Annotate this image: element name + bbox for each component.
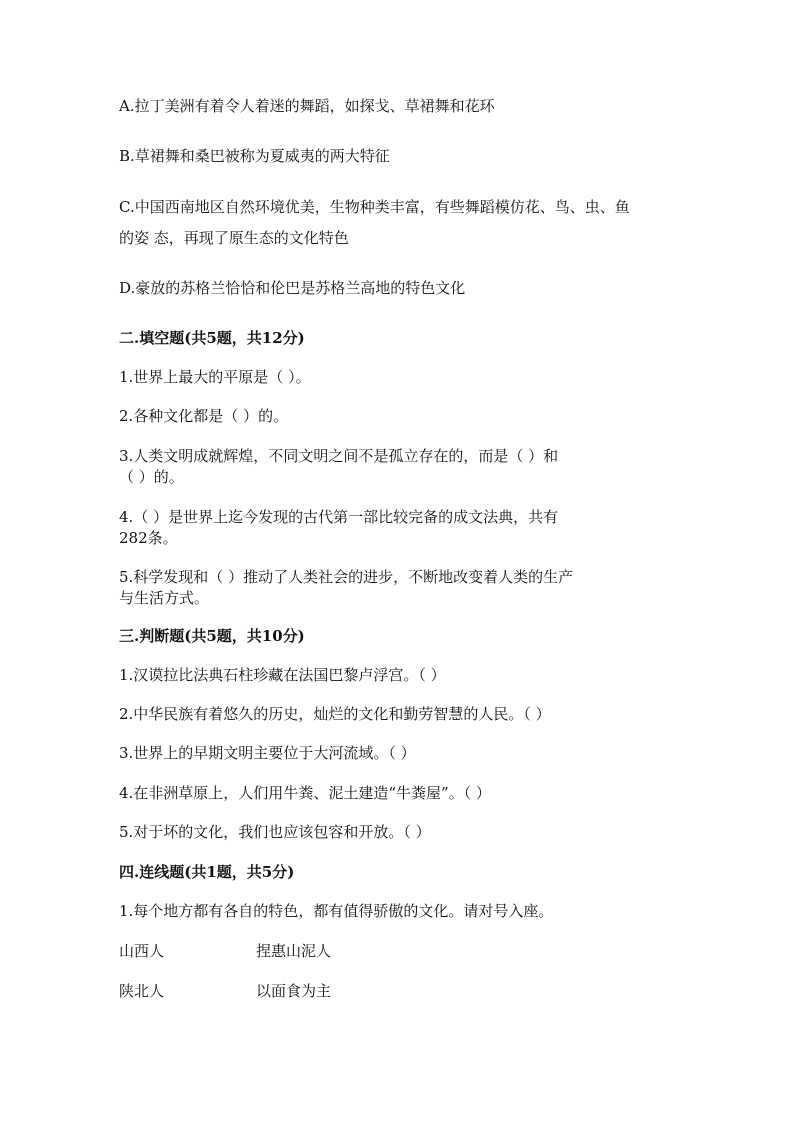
fill-question-3-line1: 3.人类文明成就辉煌，不同文明之间不是孤立存在的，而是（ ）和: [119, 447, 559, 465]
section-2-heading: 二.填空题(共5题，共12分): [119, 329, 305, 347]
match-right-item: 捏惠山泥人: [256, 942, 332, 960]
option-a: A.拉丁美洲有着令人着迷的舞蹈，如探戈、草裙舞和花环: [119, 97, 495, 115]
judge-question-4: 4.在非洲草原上，人们用牛粪、泥土建造“牛粪屋”。（ ）: [119, 784, 491, 802]
judge-question-3: 3.世界上的早期文明主要位于大河流域。（ ）: [119, 744, 416, 762]
section-4-heading: 四.连线题(共1题，共5分): [119, 863, 295, 881]
match-pair: [119, 940, 331, 962]
match-left-item: 陕北人: [119, 982, 165, 1000]
fill-question-4-line2: 282条。: [119, 529, 178, 547]
section-3-heading: 三.判断题(共5题，共10分): [119, 627, 305, 645]
match-right-item: 以面食为主: [256, 982, 332, 1000]
judge-question-1: 1.汉谟拉比法典石柱珍藏在法国巴黎卢浮宫。（ ）: [119, 666, 446, 684]
option-c-line2: 的姿 态，再现了原生态的文化特色: [119, 229, 349, 247]
option-c-line1: C.中国西南地区自然环境优美，生物种类丰富，有些舞蹈模仿花、鸟、虫、鱼: [119, 198, 630, 216]
option-b: B.草裙舞和桑巴被称为夏威夷的两大特征: [119, 147, 390, 165]
match-left-item: 山西人: [119, 942, 165, 960]
judge-question-5: 5.对于坏的文化，我们也应该包容和开放。（ ）: [119, 823, 431, 841]
judge-question-2: 2.中华民族有着悠久的历史，灿烂的文化和勤劳智慧的人民。（ ）: [119, 705, 551, 723]
fill-question-5-line1: 5.科学发现和（ ）推动了人类社会的进步，不断地改变着人类的生产: [119, 568, 574, 586]
fill-question-2: 2.各种文化都是（ ）的。: [119, 407, 289, 425]
fill-question-1: 1.世界上最大的平原是（ ）。: [119, 368, 311, 386]
option-d: D.豪放的苏格兰恰恰和伦巴是苏格兰高地的特色文化: [119, 279, 466, 297]
fill-question-4-line1: 4.（ ）是世界上迄今发现的古代第一部比较完备的成文法典，共有: [119, 508, 559, 526]
match-question-1: 1.每个地方都有各自的特色，都有值得骄傲的文化。请对号入座。: [119, 902, 554, 920]
fill-question-5-line2: 与生活方式。: [119, 589, 210, 607]
match-pair: [119, 980, 331, 1002]
fill-question-3-line2: （ ）的。: [119, 468, 184, 486]
